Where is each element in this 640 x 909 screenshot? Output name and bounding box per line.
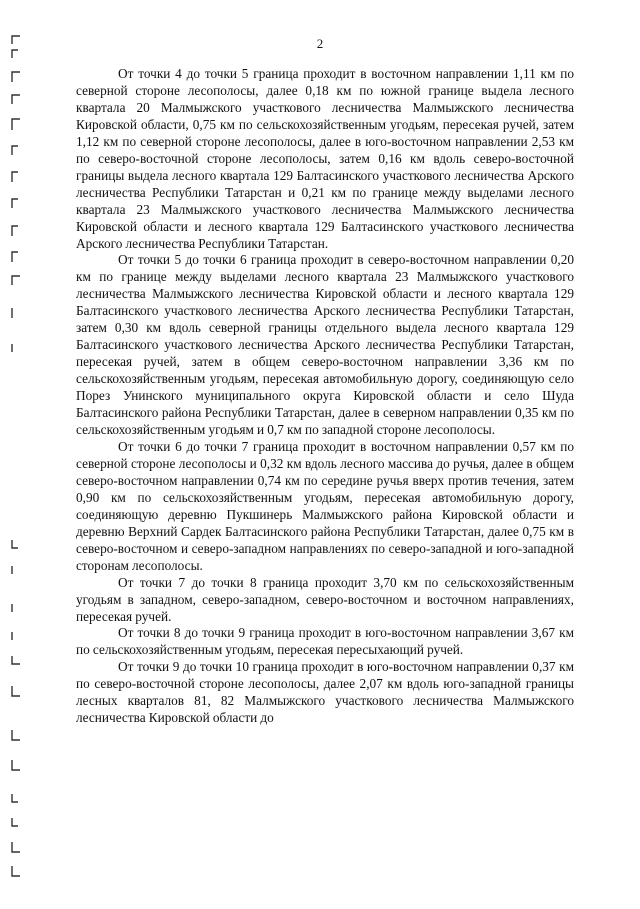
binding-marks-graphic bbox=[0, 0, 30, 904]
paragraph: От точки 5 до точки 6 граница проходит в северо-восточном направлении 0,20 км по границе между выделами лесного квартала 23 Малмыжского участкового лесничества Малмыжского лесничества Кировской области и лесного квартала 129 Балтасинского участкового лесничества Арского лесничества Республики Татарстан, затем 0,30 км вдоль северной границы отдельного выдела лесного квартала 129 Балтасинского участкового лесничества Арского лесничества Республики Татарстан, пересекая ручей, затем в общем северо-восточном направлении 3,36 км по сельскохозяйственным угодьям, пересекая автомобильную дорогу, соединяющую село Порез Унинского муниципального округа Кировской области и село Шуда Балтасинского района Республики Татарстан, далее в северном направлении 0,35 км по сельскохозяйственным угодьям и 0,7 км по западной стороне лесополосы. bbox=[76, 252, 574, 438]
paragraph: От точки 6 до точки 7 граница проходит в восточном направлении 0,57 км по северной стороне лесополосы и 0,32 км вдоль лесного массива до ручья, далее в общем северо-восточном направлении 0,74 км по середине ручья вверх против течения, затем 0,90 км по сельскохозяйственным угодьям, пересекая автомобильную дорогу, соединяющую деревню Пукшинерь Малмыжского района Кировской области и деревню Верхний Сардек Балтасинского района Республики Татарстан, далее 0,75 км в северо-восточном и северо-западном направлениях по северо-западной и юго-западной сторонам лесополосы. bbox=[76, 438, 574, 573]
paragraph: От точки 4 до точки 5 граница проходит в восточном направлении 1,11 км по северной стороне лесополосы, далее 0,18 км по южной границе выдела лесного квартала 20 Малмыжского участкового лесничества Малмыжского лесничества Кировской области, 0,75 км по сельскохозяйственным угодьям, пересекая ручей, затем 1,12 км по северной стороне лесополосы, далее в юго-восточном направлении 2,53 км по северо-восточной стороне лесополосы, затем 0,16 км вдоль северо-восточной границы выдела лесного квартала 129 Балтасинского участкового лесничества Арского лесничества Республики Татарстан и 0,21 км по границе между выделами лесного квартала 23 Малмыжского участкового лесничества Малмыжского лесничества Кировской области и лесного квартала 129 Балтасинского участкового лесничества Арского лесничества Республики Татарстан. bbox=[76, 66, 574, 251]
binding-marks bbox=[0, 0, 30, 904]
paragraph: От точки 8 до точки 9 граница проходит в юго-восточном направлении 3,67 км по сельскохозяйственным угодьям, пересекая пересыхающий ручей. bbox=[76, 625, 574, 658]
paragraph: От точки 9 до точки 10 граница проходит в юго-восточном направлении 0,37 км по северо-восточной стороне лесополосы, далее 2,07 км вдоль юго-западной границы лесных кварталов 81, 82 Малмыжского участкового лесничества Малмыжского лесничества Кировской области до bbox=[76, 659, 574, 726]
body-text bbox=[76, 66, 574, 727]
page-number: 2 bbox=[316, 36, 324, 51]
paragraph: От точки 7 до точки 8 граница проходит 3,70 км по сельскохозяйственным угодьям в западном, северо-западном, северо-восточном и восточном направлениях, пересекая ручей. bbox=[76, 574, 574, 624]
